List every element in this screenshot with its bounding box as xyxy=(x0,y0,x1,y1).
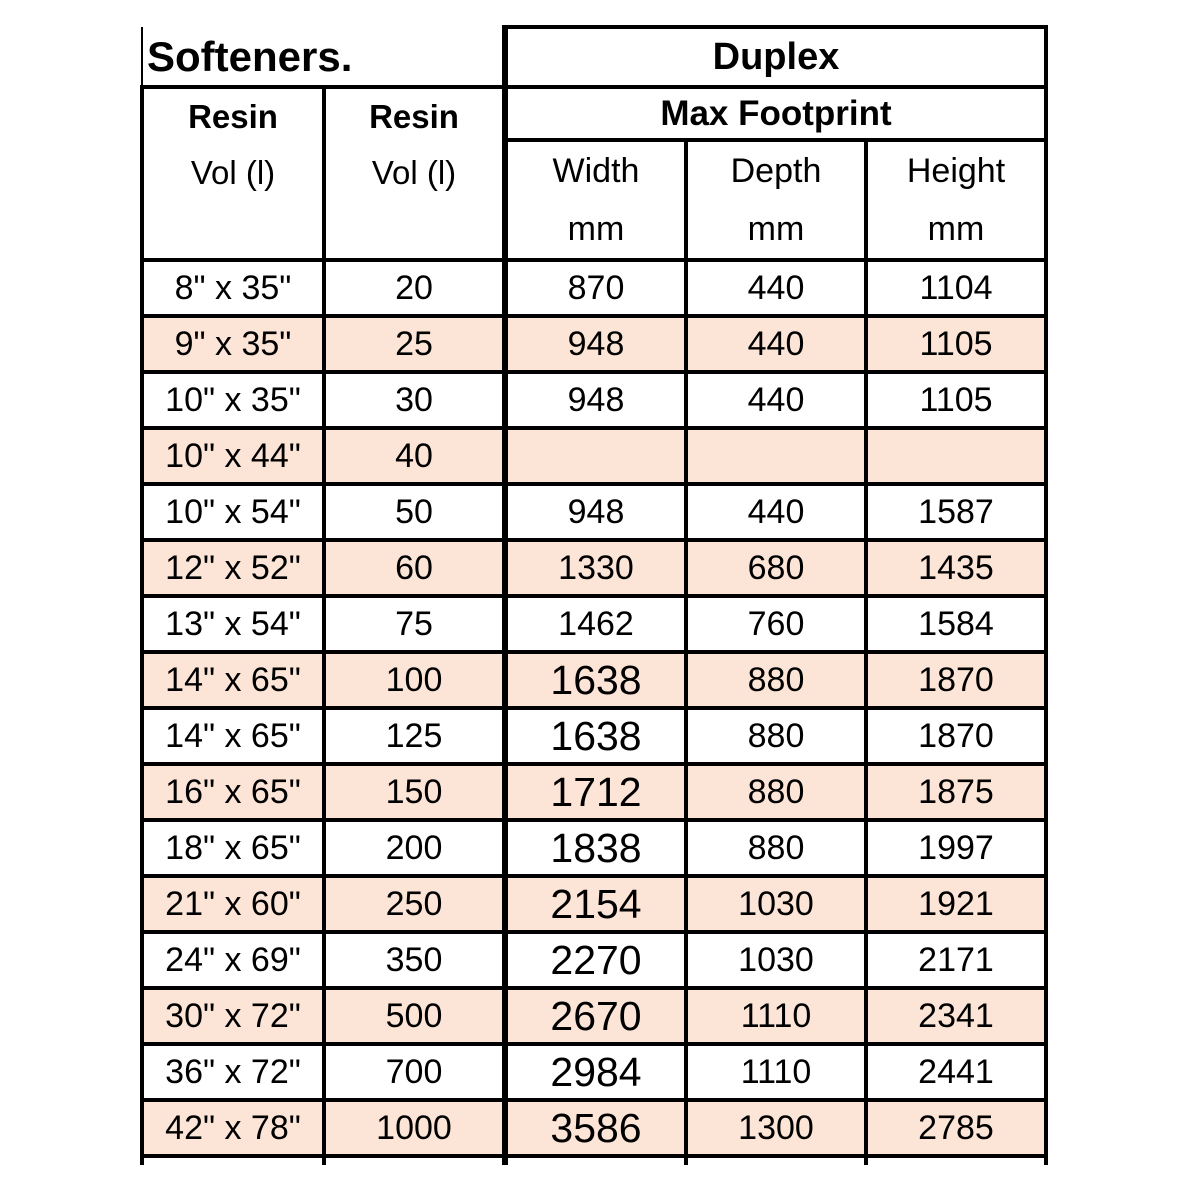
width-label: Width xyxy=(552,152,640,190)
resin-size-cell: 16" x 65" xyxy=(142,764,324,820)
width-cell: 2670 xyxy=(505,988,686,1044)
resin-size-cell: 30" x 72" xyxy=(142,988,324,1044)
width-cell: 948 xyxy=(505,484,686,540)
depth-column-header xyxy=(686,140,866,260)
table-row xyxy=(142,596,1046,652)
depth-cell: 440 xyxy=(686,316,866,372)
resin-vol-cell: 125 xyxy=(324,708,505,764)
table-row xyxy=(142,428,1046,484)
height-cell: 2785 xyxy=(866,1100,1046,1156)
resin-size-cell: 10" x 35" xyxy=(142,372,324,428)
resin-vol-cell: 350 xyxy=(324,932,505,988)
depth-cell: 1030 xyxy=(686,876,866,932)
height-cell: 1584 xyxy=(866,596,1046,652)
resin-vol-header-2 xyxy=(324,87,505,260)
table-body xyxy=(142,260,1046,1156)
resin-vol-cell: 20 xyxy=(324,260,505,316)
depth-cell: 440 xyxy=(686,484,866,540)
width-cell: 2984 xyxy=(505,1044,686,1100)
resin-size-cell: 36" x 72" xyxy=(142,1044,324,1100)
resin-vol-cell: 50 xyxy=(324,484,505,540)
resin-size-cell: 13" x 54" xyxy=(142,596,324,652)
table-row xyxy=(142,988,1046,1044)
softeners-table xyxy=(140,25,1048,1165)
depth-cell: 760 xyxy=(686,596,866,652)
cropped-cell xyxy=(324,1156,505,1165)
height-cell: 2341 xyxy=(866,988,1046,1044)
depth-cell xyxy=(686,428,866,484)
cropped-cell xyxy=(505,1156,686,1165)
depth-cell: 440 xyxy=(686,260,866,316)
table-row xyxy=(142,316,1046,372)
depth-cell: 1110 xyxy=(686,1044,866,1100)
resin-vol-cell: 100 xyxy=(324,652,505,708)
width-cell: 948 xyxy=(505,372,686,428)
height-cell: 2171 xyxy=(866,932,1046,988)
width-cell: 1712 xyxy=(505,764,686,820)
resin-size-cell: 14" x 65" xyxy=(142,652,324,708)
depth-cell: 880 xyxy=(686,820,866,876)
height-column-header xyxy=(866,140,1046,260)
depth-cell: 1110 xyxy=(686,988,866,1044)
resin-size-cell: 12" x 52" xyxy=(142,540,324,596)
height-cell: 1870 xyxy=(866,652,1046,708)
width-cell xyxy=(505,428,686,484)
resin-vol-cell: 30 xyxy=(324,372,505,428)
resin-header-line2: Vol (l) xyxy=(371,154,457,191)
resin-header-line2: Vol (l) xyxy=(190,154,276,191)
cropped-cell xyxy=(142,1156,324,1165)
resin-vol-cell: 700 xyxy=(324,1044,505,1100)
resin-size-cell: 8" x 35" xyxy=(142,260,324,316)
height-cell: 2441 xyxy=(866,1044,1046,1100)
width-cell: 1638 xyxy=(505,708,686,764)
depth-cell: 680 xyxy=(686,540,866,596)
depth-unit: mm xyxy=(747,210,805,248)
resin-size-cell: 14" x 65" xyxy=(142,708,324,764)
depth-label: Depth xyxy=(730,152,822,190)
resin-size-cell: 18" x 65" xyxy=(142,820,324,876)
height-cell: 1997 xyxy=(866,820,1046,876)
resin-vol-cell: 1000 xyxy=(324,1100,505,1156)
width-cell: 2154 xyxy=(505,876,686,932)
height-cell: 1105 xyxy=(866,316,1046,372)
resin-size-cell: 10" x 44" xyxy=(142,428,324,484)
table-row xyxy=(142,372,1046,428)
height-unit: mm xyxy=(927,210,985,248)
resin-vol-cell: 500 xyxy=(324,988,505,1044)
depth-cell: 880 xyxy=(686,708,866,764)
height-cell xyxy=(866,428,1046,484)
resin-vol-cell: 150 xyxy=(324,764,505,820)
resin-vol-header-1 xyxy=(142,87,324,260)
resin-size-cell: 10" x 54" xyxy=(142,484,324,540)
max-footprint-header: Max Footprint xyxy=(505,87,1046,140)
depth-cell: 440 xyxy=(686,372,866,428)
height-label: Height xyxy=(906,152,1006,190)
table-row xyxy=(142,1044,1046,1100)
depth-cell: 1300 xyxy=(686,1100,866,1156)
depth-cell: 880 xyxy=(686,764,866,820)
width-column-header xyxy=(505,140,686,260)
depth-cell: 880 xyxy=(686,652,866,708)
title-cell xyxy=(142,27,505,87)
resin-vol-cell: 250 xyxy=(324,876,505,932)
height-cell: 1435 xyxy=(866,540,1046,596)
cropped-cell xyxy=(686,1156,866,1165)
resin-vol-cell: 60 xyxy=(324,540,505,596)
cropped-cell xyxy=(866,1156,1046,1165)
width-cell: 1330 xyxy=(505,540,686,596)
resin-size-cell: 24" x 69" xyxy=(142,932,324,988)
width-cell: 1462 xyxy=(505,596,686,652)
height-cell: 1875 xyxy=(866,764,1046,820)
width-cell: 1638 xyxy=(505,652,686,708)
width-cell: 2270 xyxy=(505,932,686,988)
resin-header-line1: Resin xyxy=(188,98,278,135)
table-row xyxy=(142,764,1046,820)
resin-size-cell: 42" x 78" xyxy=(142,1100,324,1156)
resin-vol-cell: 40 xyxy=(324,428,505,484)
resin-vol-cell: 25 xyxy=(324,316,505,372)
resin-size-cell: 9" x 35" xyxy=(142,316,324,372)
depth-cell: 1030 xyxy=(686,932,866,988)
resin-header-line1: Resin xyxy=(369,98,459,135)
table-row xyxy=(142,820,1046,876)
table-row xyxy=(142,1100,1046,1156)
page-title: Softeners. xyxy=(147,33,353,80)
width-cell: 870 xyxy=(505,260,686,316)
width-cell: 948 xyxy=(505,316,686,372)
height-cell: 1105 xyxy=(866,372,1046,428)
table-row xyxy=(142,652,1046,708)
width-cell: 1838 xyxy=(505,820,686,876)
height-cell: 1104 xyxy=(866,260,1046,316)
height-cell: 1921 xyxy=(866,876,1046,932)
table-row xyxy=(142,932,1046,988)
table-row xyxy=(142,260,1046,316)
duplex-header: Duplex xyxy=(505,27,1046,87)
height-cell: 1587 xyxy=(866,484,1046,540)
table-row xyxy=(142,876,1046,932)
resin-size-cell: 21" x 60" xyxy=(142,876,324,932)
table-row xyxy=(142,708,1046,764)
width-cell: 3586 xyxy=(505,1100,686,1156)
width-unit: mm xyxy=(567,210,625,248)
resin-vol-cell: 200 xyxy=(324,820,505,876)
height-cell: 1870 xyxy=(866,708,1046,764)
table-row xyxy=(142,484,1046,540)
table-row xyxy=(142,540,1046,596)
cropped-row xyxy=(142,1156,1046,1165)
resin-vol-cell: 75 xyxy=(324,596,505,652)
